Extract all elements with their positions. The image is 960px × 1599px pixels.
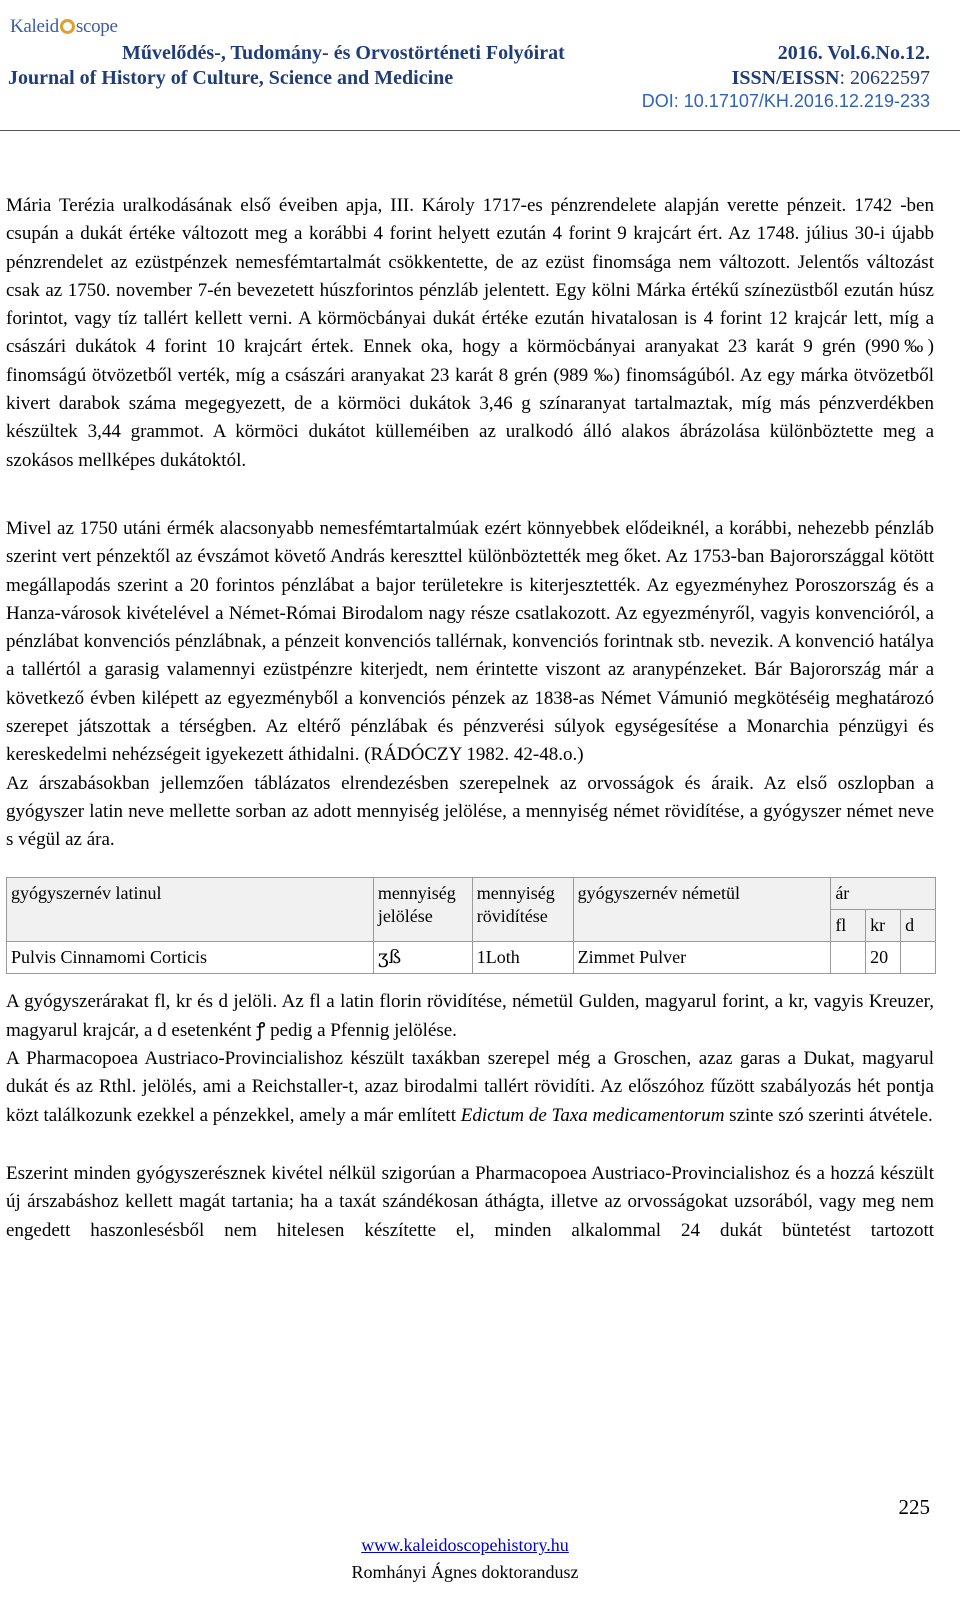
header-divider: [0, 130, 960, 131]
cell-latin-name: Pulvis Cinnamomi Corticis: [7, 941, 374, 973]
header-german-name: gyógyszernév németül: [573, 877, 831, 941]
price-table: [6, 877, 936, 974]
header-quantity-abbr: mennyiség rövidítése: [472, 877, 573, 941]
header-kr: kr: [866, 909, 901, 941]
footer-website-link[interactable]: www.kaleidoscopehistory.hu: [361, 1535, 569, 1555]
cell-d: [901, 941, 936, 973]
cell-fl: [831, 941, 866, 973]
issn-info: [732, 67, 930, 90]
logo-text-pre: Kaleid: [10, 16, 59, 37]
paragraph-2: Mivel az 1750 utáni érmék alacsonyabb nemesfémtartalmúak ezért könnyebbek elődeiknél, a korábbi, nehezebb pénzláb szerint vert pénzektől az évszámot követő András kereszttel különböztették meg őket. Az 1753-ban Bajorországgal kötött megállapodás szerint a 20 forintos pénzlábat a bajor területekre is kiterjesztették. Az egyezményhez Poroszország és a Hanza-városok kivételével a Német-Római Birodalom nagy része csatlakozott. Az egyezményről, vagyis konvencióról, a pénzlábat konvenciós pénzlábnak, a pénzeit konvenciós tallérnak, konvenciós forintnak stb. nevezik. A konvenció hatálya a tallértól a garasig valamennyi ezüstpénzre kiterjedt, nem érintette viszont az aranypénzeket. Bár Bajorország már a következő évben kilépett az egyezményből a konvenciós pénzek az 1838-as Német Vámunió megkötéséig meghatározó szerepet játszottak a térségben. Az eltérő pénzlábak és pénzverési súlyok egységesítése a Monarchia pénzügyi és kereskedelmi nehézségeit igyekezett áthidalni. (RÁDÓCZY 1982. 42-48.o.): [6, 517, 934, 766]
paragraph-4-pre: A gyógyszerárakat fl, kr és d jelöli. Az fl a latin florin rövidítése, németül Gulden, magyarul forint, a kr, vagyis Kreuzer, magyarul krajcár, a d esetenként: [6, 990, 934, 1041]
cell-quantity-abbr: 1Loth: [472, 941, 573, 973]
paragraph-4-post: pedig a Pfennig jelölése.: [270, 1019, 457, 1041]
paragraph-5-post: szinte szó szerinti átvétele.: [729, 1104, 933, 1126]
journal-title-en: Journal of History of Culture, Science and Medicine: [8, 67, 454, 89]
logo-text-post: scope: [75, 16, 118, 37]
kaleidoscope-logo[interactable]: [4, 4, 124, 48]
paragraph-4: [6, 988, 934, 1046]
paragraph-1: Mária Terézia uralkodásának első éveiben apja, III. Károly 1717-es pénzrendelete alapján verette pénzeit. 1742 -ben csupán a dukát értéke változott meg a korábbi 4 forint helyett ezután 4 forint 9 krajcárt ért. Az 1748. július 30-i újabb pénzrendelet az ezüstpénzek nemesfémtartalmát csökkentette, de az ezüst finomsága nem változott. Jelentős változást csak az 1750. november 7-én bevezetett húszforintos pénzláb jelentett. Egy kölni Márka értékű színezüstből ezután húsz forintot, vagy tíz tallért kellett verni. A körmöcbányai dukát értéke ezután hivatalosan is 4 forint 12 krajcár lett, míg a császári dukátok 4 forint 10 krajcárt értek. Ennek oka, hogy a körmöcbányai aranyakat 23 karát 9 grén (990‰) finomságú ötvözetből verték, míg a császári aranyakat 23 karát 8 grén (989 ‰) finomságúból. Az egy márka ötvözetből kivert darabok száma megegyezett, de a körmöci dukátok 3,46 g színaranyat tartalmaztak, míg más pénzverdékben készültek 3,44 grammot. A körmöci dukátot külleméiben az uralkodó álló alakos ábrázolása különböztette meg a szokásos mellképes dukátoktól.: [6, 195, 934, 471]
issn-value: : 20622597: [839, 67, 930, 89]
footer-author: Romhányi Ágnes doktorandusz: [351, 1562, 579, 1582]
paragraph-6: Eszerint minden gyógyszerésznek kivétel nélkül szigorúan a Pharmacopoea Austriaco-Provincialishoz és a hozzá készült új árszabáshoz kellett magát tartania; ha a taxát szándékosan áthágta, illetve az orvosságokat uzsorából, vagy meg nem engedett haszonlesésből nem hitelesen készítette el, minden alkalommal 24 dukát büntetést tartozott: [6, 1163, 934, 1241]
header-quantity-mark: mennyiség jelölése: [373, 877, 472, 941]
cell-quantity-mark: ʒß: [373, 941, 472, 973]
journal-title-hu: Művelődés-, Tudomány- és Orvostörténeti Folyóirat: [122, 42, 565, 64]
paragraph-5-pre: A Pharmacopoea Austriaco-Provincialishoz készült taxákban szerepel még a Groschen, azaz garas a Dukat, magyarul dukát és az Rthl. jelölés, ami a Reichstaller-t, azaz birodalmi tallért rövidíti. Az előszóhoz fűzött szabályozás hét pontja közt találkozunk ezekkel a pénzekkel, amely a már említett: [6, 1048, 934, 1126]
doi-link[interactable]: DOI: 10.17107/KH.2016.12.219-233: [641, 91, 930, 111]
header-latin-name: gyógyszernév latinul: [7, 877, 374, 941]
table-header-row: [7, 877, 936, 909]
paragraph-3: Az árszabásokban jellemzően táblázatos elrendezésben szerepelnek az orvosságok és áraik. Az első oszlopban a gyógyszer latin neve mellette sorban az adott mennyiség jelölése, a mennyiség német rövidítése, a gyógyszer német neve s végül az ára.: [6, 772, 934, 851]
issn-label: ISSN/EISSN: [731, 67, 840, 89]
cell-german-name: Zimmet Pulver: [573, 941, 831, 973]
logo-ring-icon: [60, 19, 75, 34]
page-number: 225: [898, 1495, 930, 1519]
header-price: ár: [831, 877, 936, 909]
header-d: d: [901, 909, 936, 941]
issue-info: 2016. Vol.6.No.12.: [777, 42, 930, 64]
edictum-title: Edictum de Taxa medicamentorum: [460, 1104, 725, 1126]
table-row: [7, 941, 936, 973]
pfennig-symbol: ꝭ: [256, 1018, 266, 1041]
page-header: [0, 0, 960, 140]
article-body: [6, 192, 934, 1245]
header-fl: fl: [831, 909, 866, 941]
paragraph-5: [6, 1045, 934, 1130]
cell-kr: 20: [866, 941, 901, 973]
